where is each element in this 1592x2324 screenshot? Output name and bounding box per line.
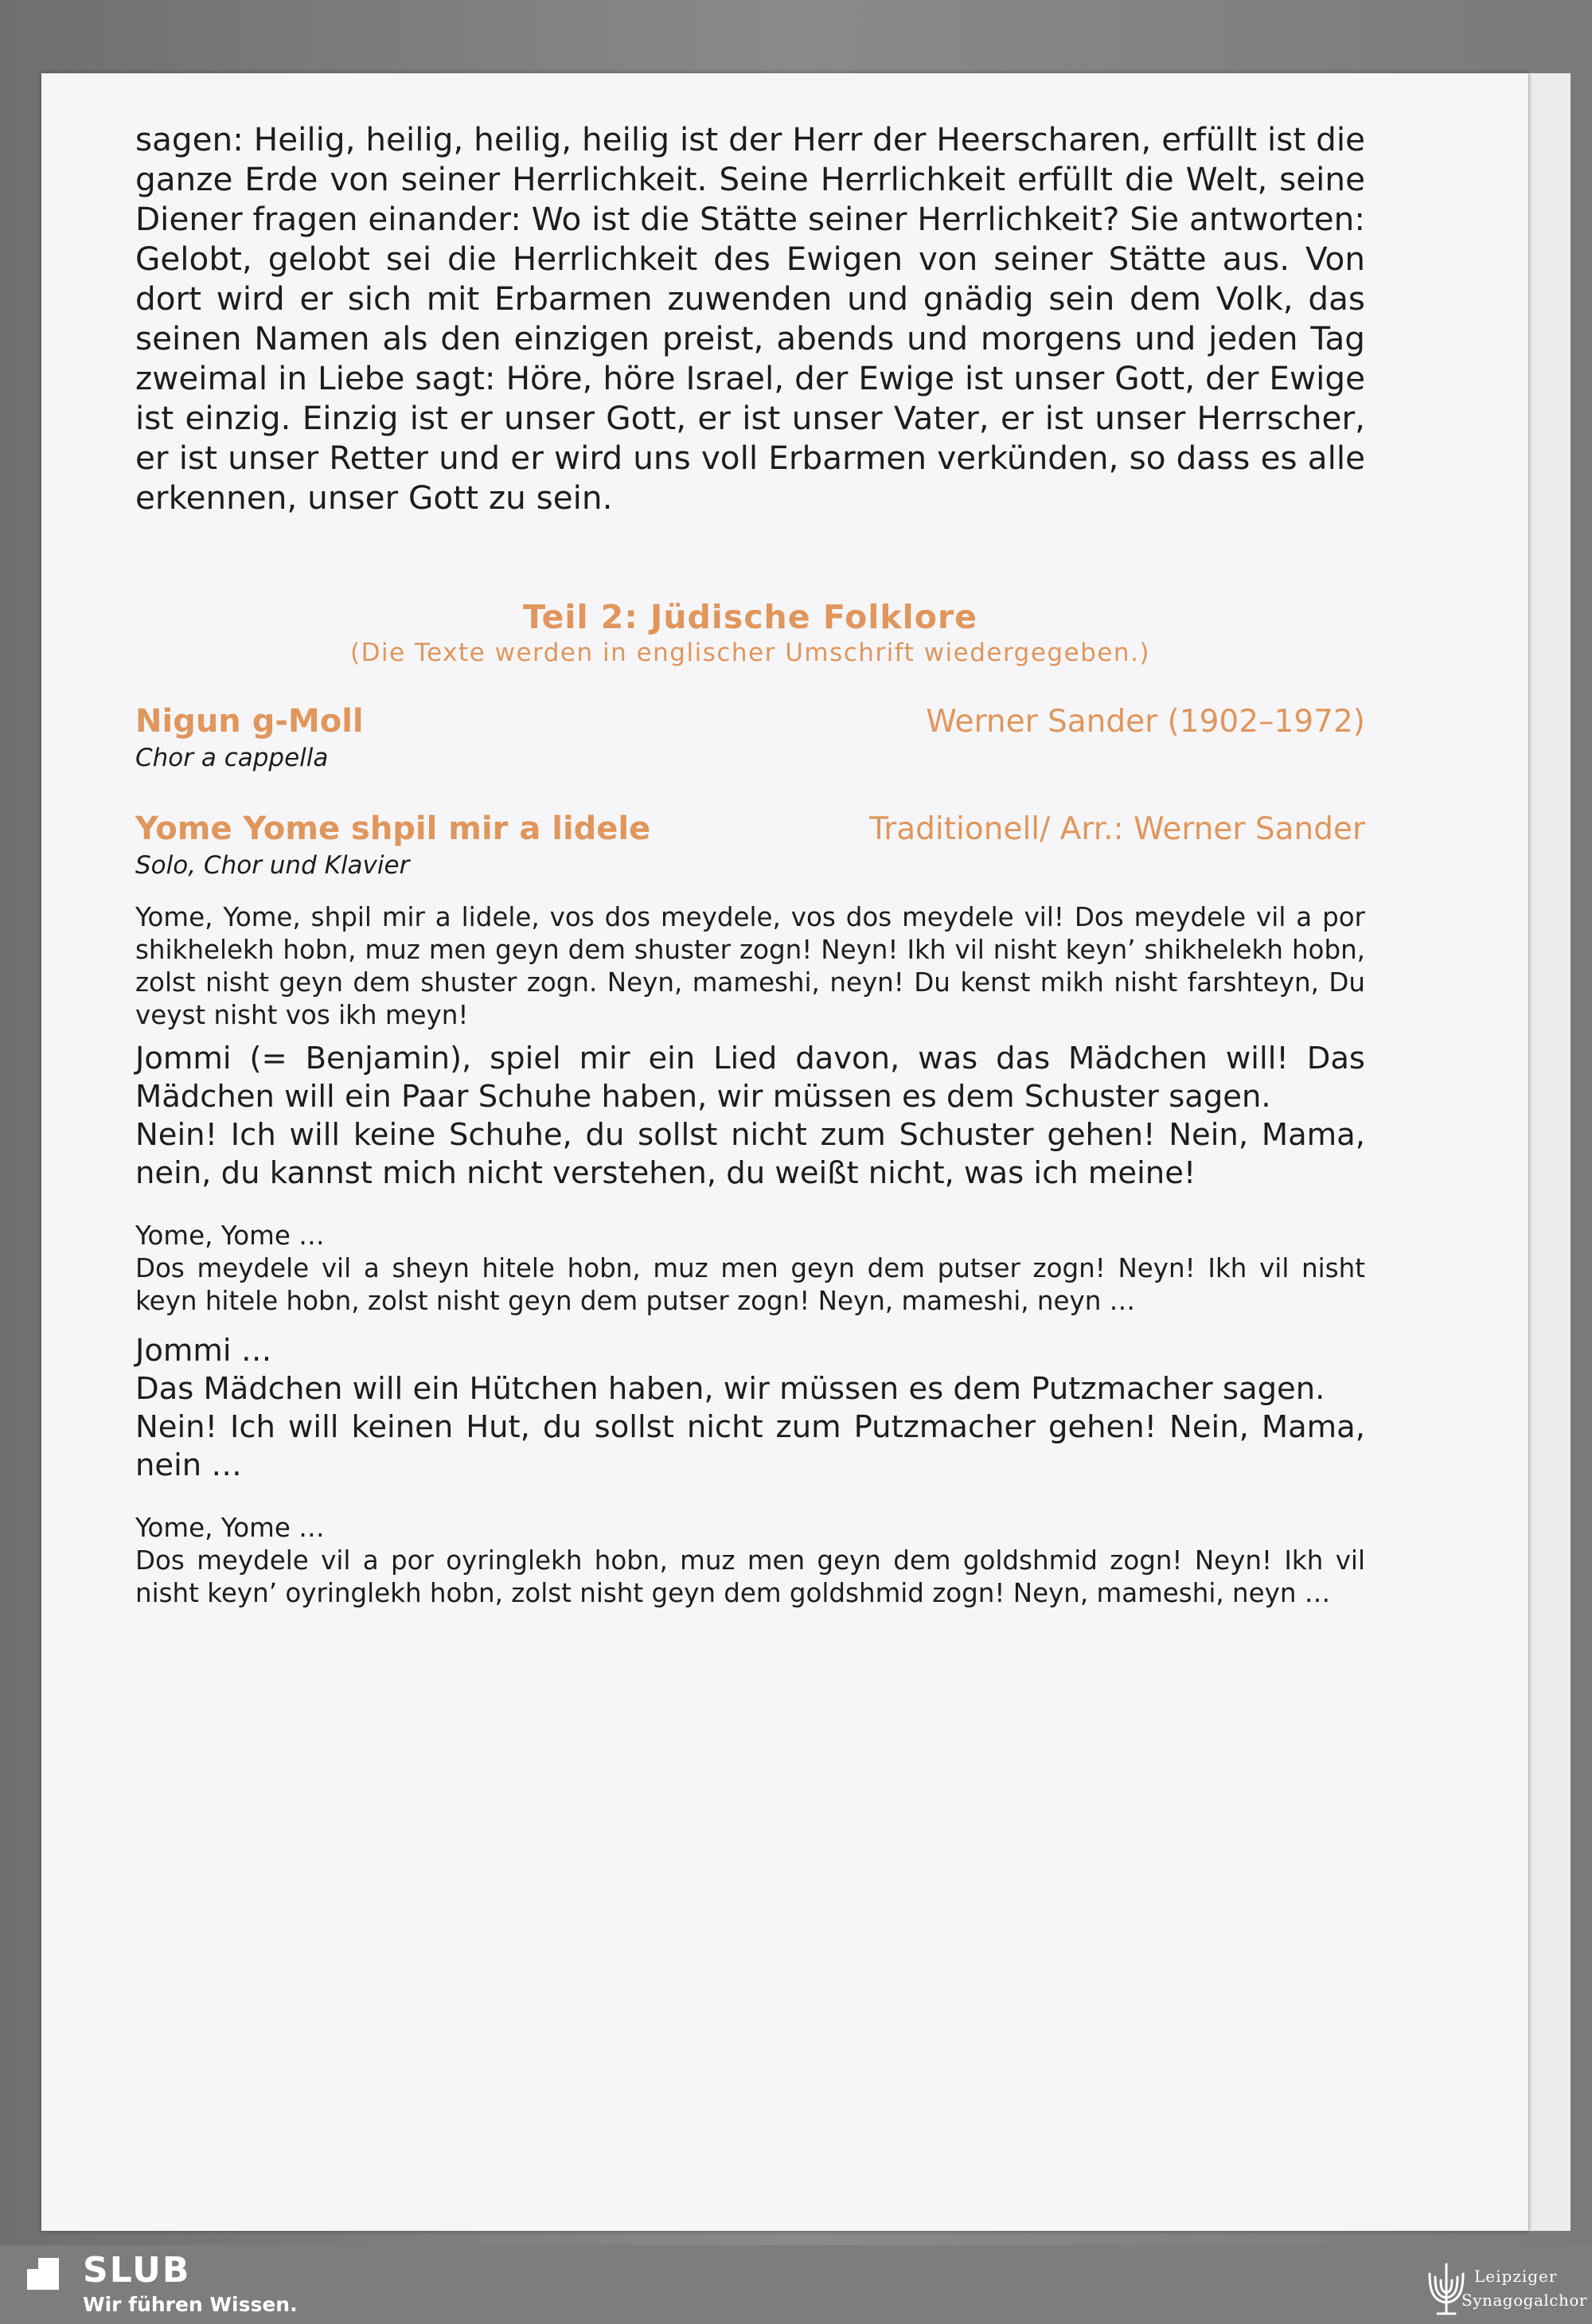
piece-composer: Werner Sander (1902–1972) bbox=[926, 704, 1365, 740]
section-title: Teil 2: Jüdische Folklore bbox=[523, 598, 977, 636]
library-tagline: Wir führen Wissen. bbox=[83, 2293, 298, 2316]
piece-note: Chor a cappella bbox=[135, 744, 329, 772]
lyrics-german-verse-1: Jommi (= Benjamin), spiel mir ein Lied davon, was das Mädchen will! Das Mädchen will ein Paar Schuhe haben, wir müssen es dem Schuster sagen. bbox=[135, 1041, 1365, 1115]
lyrics-yiddish-verse-1: Yome, Yome, shpil mir a lidele, vos dos meydele, vos dos meydele vil! Dos meydele vil a por shikhelekh hobn, muz men geyn dem shuster zogn! Neyn! Ikh vil nisht keyn’ shikhelekh hobn, zolst nisht geyn dem shuster zogn. Neyn, mameshi, neyn! Du kenst mikh nisht farshteyn, Du veyst nisht vos ikh meyn! bbox=[135, 902, 1365, 1030]
lyrics-german-verse-1-reply: Nein! Ich will keine Schuhe, du sollst nicht zum Schuster gehen! Nein, Mama, nein, du kannst mich nicht verstehen, du weißt nicht, was ich meine! bbox=[135, 1117, 1365, 1191]
lyrics-german-verse-2-reply: Nein! Ich will keinen Hut, du sollst nicht zum Putzmacher gehen! Nein, Mama, nein … bbox=[135, 1409, 1365, 1483]
lyrics-yiddish-verse-2-lead: Yome, Yome … bbox=[135, 1221, 325, 1251]
page-content bbox=[135, 119, 1365, 1610]
piece-composer: Traditionell/ Arr.: Werner Sander bbox=[869, 811, 1365, 847]
section-subtitle: (Die Texte werden in englischer Umschrift wiedergegeben.) bbox=[349, 639, 1151, 667]
lyrics-yiddish-verse-3-lead: Yome, Yome … bbox=[135, 1513, 325, 1543]
library-name: SLUB bbox=[83, 2250, 191, 2291]
lyrics-german-verse-2-lead: Jommi … bbox=[135, 1333, 272, 1369]
piece-title: Yome Yome shpil mir a lidele bbox=[135, 810, 651, 847]
piece-title: Nigun g-Moll bbox=[135, 703, 364, 740]
slub-logo-icon bbox=[24, 2255, 65, 2296]
intro-paragraph: sagen: Heilig, heilig, heilig, heilig ist der Herr der Heerscharen, erfüllt ist die ganze Erde von seiner Herrlichkeit. Seine Herrlichkeit erfüllt die Welt, seine Diener fragen einander: Wo ist die Stätte seiner Herrlichkeit? Sie antworten: Gelobt, gelobt sei die Herrlichkeit des Ewigen von seiner Stätte aus. Von dort wird er sich mit Erbarmen zuwenden und gnädig sein dem Volk, das seinen Namen als den einzigen preist, abends und morgens und jeden Tag zweimal in Liebe sagt: Höre, höre Israel, der Ewige ist unser Gott, der Ewige ist einzig. Einzig ist er unser Gott, er ist unser Vater, er ist unser Herrscher, er ist unser Retter und er wird uns voll Erbarmen verkünden, so dass es alle erkennen, unser Gott zu sein. bbox=[135, 120, 1365, 517]
choir-name-line-1: Leipziger bbox=[1474, 2267, 1558, 2286]
adjacent-page-edge bbox=[1528, 73, 1571, 2231]
piece-note: Solo, Chor und Klavier bbox=[135, 851, 410, 880]
choir-name-line-2: Synagogalchor bbox=[1461, 2291, 1587, 2310]
piece-header-nigun bbox=[135, 701, 1365, 743]
piece-header-yome bbox=[135, 808, 1365, 850]
lyrics-yiddish-verse-2: Dos meydele vil a sheyn hitele hobn, muz men geyn dem putser zogn! Neyn! Ikh vil nisht keyn hitele hobn, zolst nisht geyn dem putser zogn! Neyn, mameshi, neyn … bbox=[135, 1253, 1365, 1316]
lyrics-german-verse-2: Das Mädchen will ein Hütchen haben, wir müssen es dem Putzmacher sagen. bbox=[135, 1371, 1325, 1407]
lyrics-yiddish-verse-3: Dos meydele vil a por oyringlekh hobn, muz men geyn dem goldshmid zogn! Neyn! Ikh vil nisht keyn’ oyringlekh hobn, zolst nisht geyn dem goldshmid zogn! Neyn, mameshi, neyn … bbox=[135, 1545, 1365, 1608]
